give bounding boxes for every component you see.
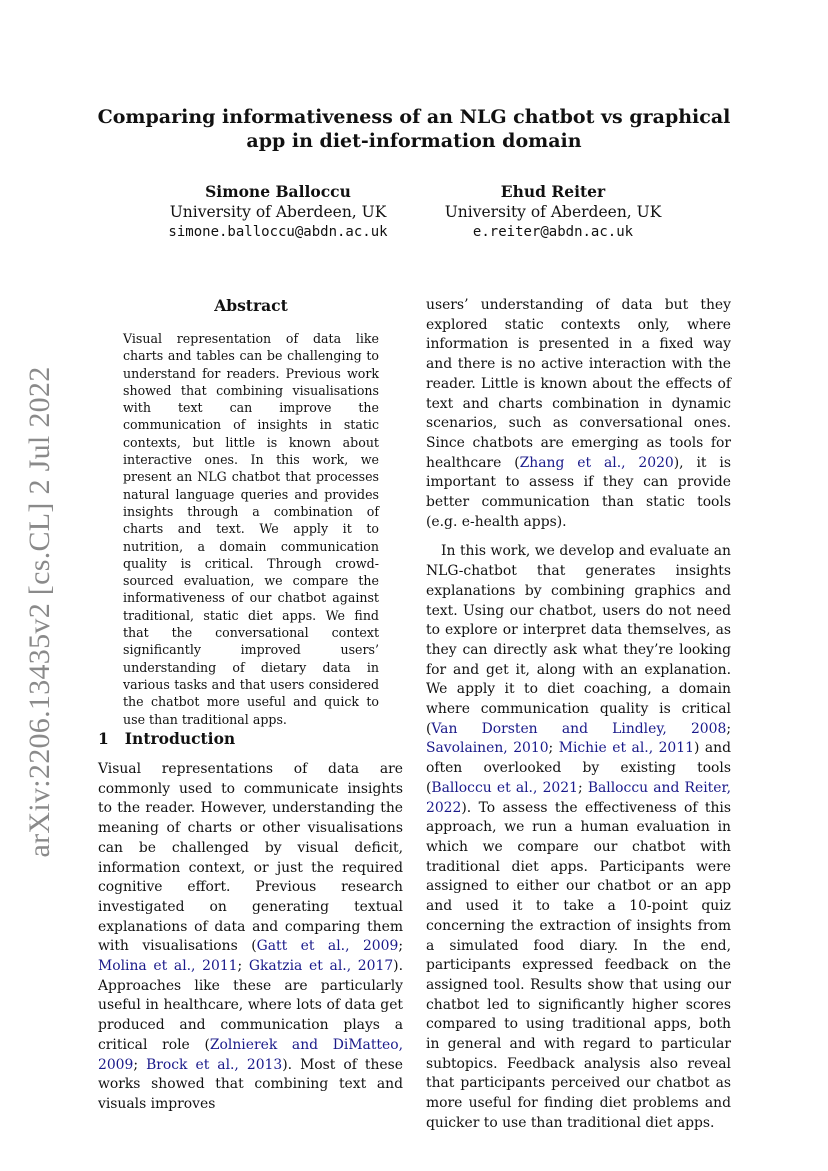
- intro-left-column: [98, 760, 403, 1115]
- body-text: Visual representations of data are commonly used to communicate insights to the reader. However, understanding the meaning of charts or other visualisations can be challenged by visual deficit, information context, or just the required cognitive effort. Previous research investigated on generating textual explanations of data and comparing them with visualisations (: [98, 761, 403, 955]
- citation-link[interactable]: Zhang et al., 2020: [519, 454, 674, 471]
- author-affiliation: University of Aberdeen, UK: [444, 203, 662, 221]
- author-email: e.reiter@abdn.ac.uk: [472, 224, 634, 240]
- citation-link[interactable]: Gkatzia et al., 2017: [248, 958, 394, 975]
- section-title: Introduction: [124, 729, 236, 748]
- author-name: Simone Balloccu: [205, 182, 351, 201]
- body-text: ). Most of these works showed that combining text and visuals improves: [98, 1056, 403, 1112]
- citation-separator: ;: [398, 938, 404, 955]
- citation-separator: ;: [726, 720, 731, 737]
- intro-paragraph-1: [98, 760, 403, 1115]
- abstract-text: Visual representation of data like charts and tables can be challenging to understand for readers. Previous work showed that combining visualisations with text can improve the communication of insights in static contexts, but little is known about interactive ones. In this work, we present an NLG chatbot that processes natural language queries and provides insights through a combination of charts and text. We apply it to nutrition, a domain communication quality is critical. Through crowd-sourced evaluation, we compare the informativeness of our chatbot against traditional, static diet apps. We find that the conversational context significantly improved users’ understanding of dietary data in various tasks and that users considered the chatbot more useful and quick to use than traditional apps.: [123, 331, 379, 727]
- citation-link[interactable]: Balloccu et al., 2021: [431, 779, 578, 796]
- citation-link[interactable]: Balloccu and Reiter, 2022: [426, 779, 731, 816]
- paper-title: Comparing informativeness of an NLG chatbot vs graphical app in diet-information domain: [97, 106, 731, 152]
- body-text: ). Approaches like these are particularly useful in healthcare, where lots of data get produced and communication plays a critical role (: [98, 958, 404, 1053]
- body-text: ), it is important to assess if they can provide better communication than static tools (e.g. e-health apps).: [426, 454, 731, 530]
- body-text: ). To assess the effectiveness of this approach, we run a human evaluation in which we compare our chatbot with traditional diet apps. Participants were assigned to either our chatbot or an app and used it to take a 10-point quiz concerning the extraction of insights from a simulated food diary. In the end, participants expressed feedback on the assigned tool. Results show that using our chatbot led to significantly higher scores compared to using traditional apps, both in general and with regard to particular subtopics. Feedback analysis also reveal that participants perceived our chatbot as more useful for finding diet problems and quicker to use than traditional diet apps.: [426, 799, 731, 1131]
- intro-paragraph-2: [426, 542, 731, 1133]
- author-name: Ehud Reiter: [500, 182, 606, 201]
- citation-separator: ;: [548, 740, 559, 757]
- citation-link[interactable]: Zolnierek and DiMatteo, 2009: [98, 1036, 404, 1073]
- citation-link[interactable]: Brock et al., 2013: [146, 1056, 283, 1073]
- citation-link[interactable]: Michie et al., 2011: [558, 740, 694, 757]
- author-block-2: [403, 182, 703, 242]
- citation-separator: ;: [577, 779, 588, 796]
- section-number: 1: [98, 729, 109, 748]
- citation-separator: ;: [133, 1056, 147, 1073]
- section-heading: [98, 729, 235, 748]
- citation-link[interactable]: Savolainen, 2010: [426, 740, 549, 757]
- author-affiliation: University of Aberdeen, UK: [169, 203, 387, 221]
- citation-link[interactable]: Van Dorsten and Lindley, 2008: [431, 720, 727, 737]
- body-text: In this work, we develop and evaluate an NLG-chatbot that generates insights explanations by combining graphics and text. Using our chatbot, users do not need to explore or interpret data themselves, as they can directly ask what they’re looking for and get it, along with an explanation. We apply it to diet coaching, a domain where communication quality is critical (: [426, 543, 731, 737]
- intro-right-column: [426, 296, 731, 1134]
- arxiv-identifier: arXiv:2206.13435v2 [cs.CL] 2 Jul 2022: [23, 366, 56, 858]
- author-block-1: [128, 182, 428, 242]
- citation-separator: ;: [237, 958, 249, 975]
- abstract-heading: Abstract: [214, 296, 288, 315]
- intro-paragraph-1-continued: [426, 296, 731, 532]
- author-email: simone.balloccu@abdn.ac.uk: [168, 224, 388, 240]
- citation-link[interactable]: Gatt et al., 2009: [256, 938, 399, 955]
- body-text: users’ understanding of data but they explored static contexts only, where information is presented in a fixed way and there is no active interaction with the reader. Little is known about the effects of text and charts combination in dynamic scenarios, such as conversational ones. Since chatbots are emerging as tools for healthcare (: [426, 297, 731, 471]
- body-text: ) and often overlooked by existing tools (: [426, 740, 731, 796]
- citation-link[interactable]: Molina et al., 2011: [98, 958, 238, 975]
